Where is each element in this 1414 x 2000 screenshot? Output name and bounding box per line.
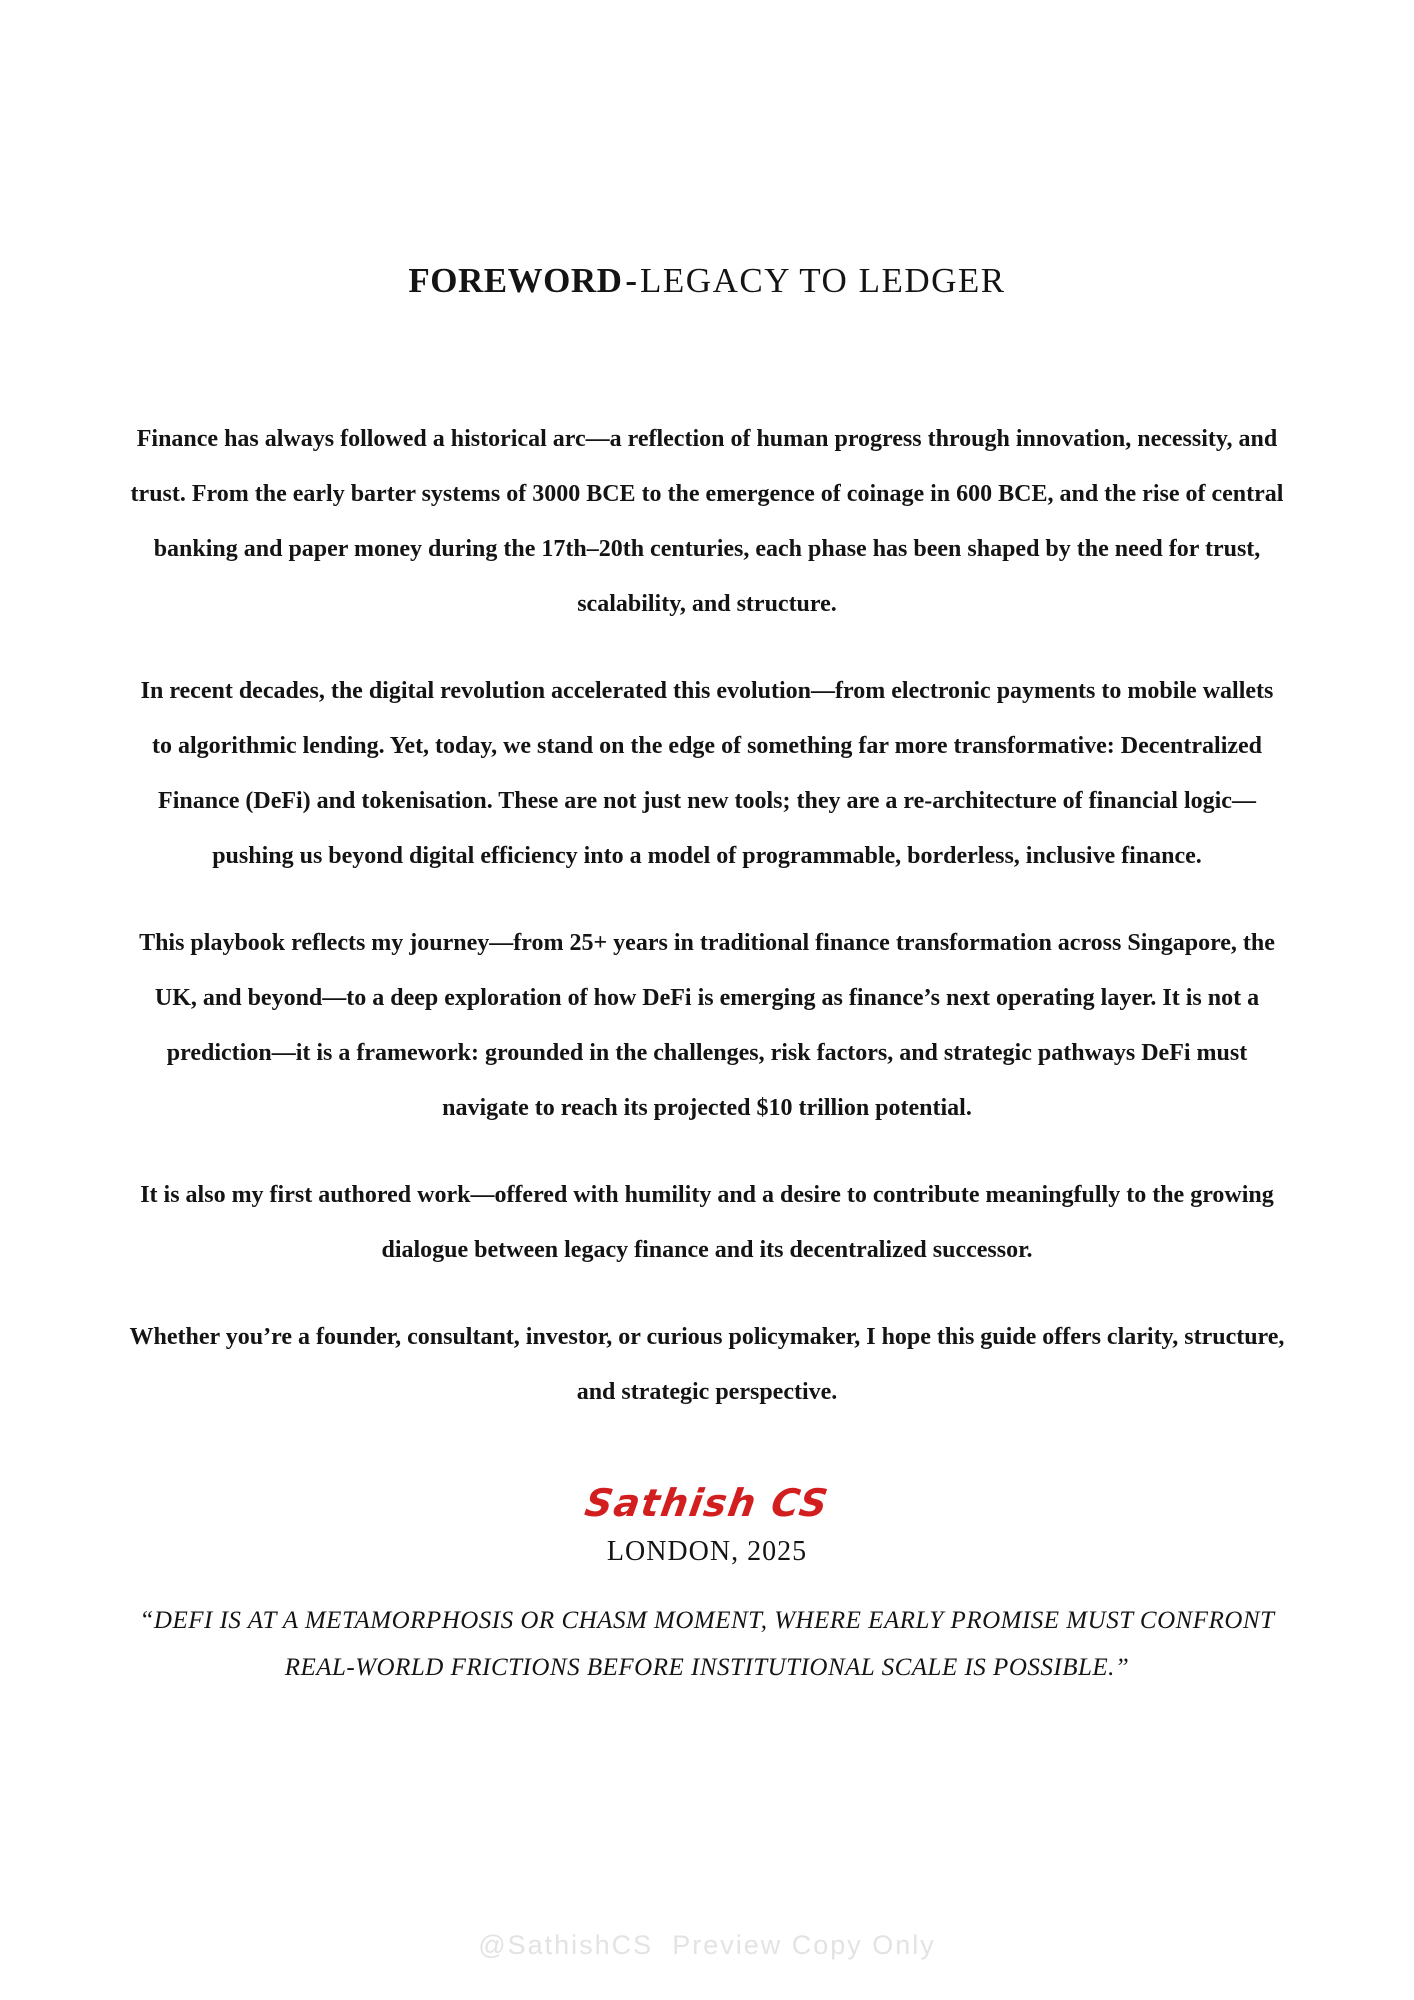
foreword-body (0, 412, 1414, 1691)
title-separator: - (625, 261, 638, 300)
foreword-paragraph-4: It is also my first authored work—offered with humility and a desire to contribute meaningfully to the growing dialogue between legacy finance and its decentralized successor. (140, 1182, 1274, 1263)
author-signature: Sathish CS (581, 1481, 833, 1525)
title-secondary: LEGACY TO LEDGER (640, 261, 1006, 300)
foreword-paragraph-2: In recent decades, the digital revolution accelerated this evolution—from electronic payments to mobile wallets to algorithmic lending. Yet, today, we stand on the edge of something far more transformative: Decentralized Finance (DeFi) and tokenisation. These are not just new tools; they are a re-architecture of financial logic—pushing us beyond digital efficiency into a model of programmable, borderless, inclusive finance. (140, 678, 1274, 869)
foreword-paragraph-5: Whether you’re a founder, consultant, investor, or curious policymaker, I hope this guide offers clarity, structure, and strategic perspective. (129, 1324, 1285, 1405)
foreword-paragraph-3: This playbook reflects my journey—from 25+ years in traditional finance transformation across Singapore, the UK, and beyond—to a deep exploration of how DeFi is emerging as finance’s next operating layer. It is not a prediction—it is a framework: grounded in the challenges, risk factors, and strategic pathways DeFi must navigate to reach its projected $10 trillion potential. (139, 930, 1275, 1121)
preview-watermark: @SathishCS Preview Copy Only (478, 1930, 936, 1960)
signoff-block (128, 1480, 1286, 1569)
page-title (0, 0, 1414, 302)
foreword-paragraph-1: Finance has always followed a historical arc—a reflection of human progress through innovation, necessity, and trust. From the early barter systems of 3000 BCE to the emergence of coinage in 600 BCE, and the rise of central banking and paper money during the 17th–20th centuries, each phase has been shaped by the need for trust, scalability, and structure. (130, 426, 1284, 617)
location-year: LONDON, 2025 (606, 1536, 808, 1567)
pull-quote: “DEFI IS AT A METAMORPHOSIS OR CHASM MOMENT, WHERE EARLY PROMISE MUST CONFRONT REAL-WORLD FRICTIONS BEFORE INSTITUTIONAL SCALE IS POSSIBLE.” (139, 1607, 1275, 1681)
title-primary: FOREWORD (408, 261, 623, 300)
